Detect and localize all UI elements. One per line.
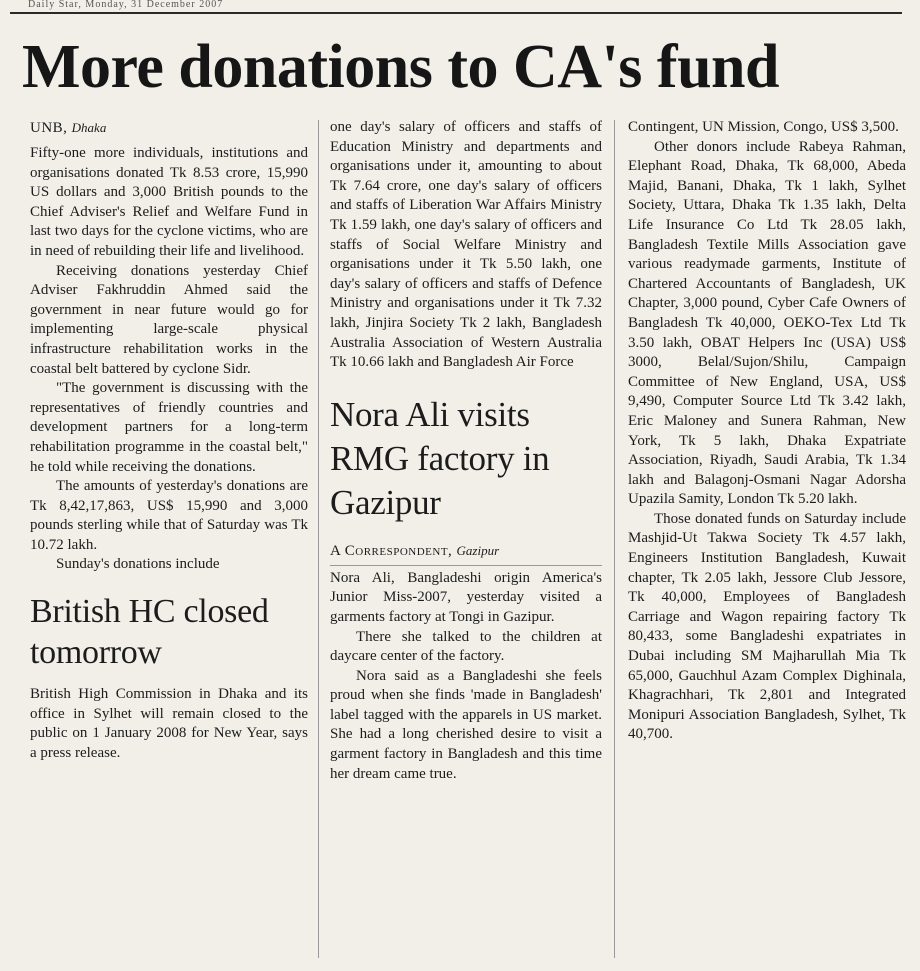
- british-hc-body: British High Commission in Dhaka and its office in Sylhet will remain closed to the public on 1 January 2008 for New Year, says a press release.: [30, 686, 308, 761]
- column-3: [628, 118, 906, 745]
- nora-ali-headline: Nora Ali visits RMG factory in Gazipur: [330, 394, 550, 522]
- british-hc-headline: British HC closed tomorrow: [30, 593, 269, 672]
- byline-place: Dhaka: [71, 120, 107, 135]
- column-2: [330, 118, 602, 784]
- page-top-fragment: Daily Star, Monday, 31 December 2007: [28, 0, 224, 10]
- main-headline: More donations to CA's fund: [22, 33, 780, 101]
- main-paragraph-1: Fifty-one more individuals, institutions and organisations donated Tk 8.53 crore, 15,990 US dollars and 3,000 British pounds to the Chief Adviser's Relief and Welfare Fund in last two days for the cyclone victims, who are in need of rebuilding their life and livelihood.: [30, 145, 308, 259]
- nora-paragraph-2: There she talked to the children at daycare center of the factory.: [330, 628, 602, 665]
- main-paragraph-4: The amounts of yesterday's donations are Tk 8,42,17,863, US$ 15,990 and 3,000 pounds sterling while that of Saturday was Tk 10.72 lakh.: [30, 478, 308, 553]
- nora-byline-place: Gazipur: [456, 542, 500, 558]
- main-paragraph-3: "The government is discussing with the representatives of friendly countries and development partners for a long-term rehabilitation programme in the coastal belt," he told while receiving the donations.: [30, 380, 308, 475]
- main-paragraph-contingent: Contingent, UN Mission, Congo, US$ 3,500.: [628, 119, 899, 135]
- column-divider-1: [318, 120, 319, 958]
- nora-byline: A Correspondent, Gazipur: [330, 542, 500, 559]
- nora-paragraph-3: Nora said as a Bangladeshi she feels proud when she finds 'made in Bangladesh' label tagged with the apparels in US market. She had a long cherished desire to visit a garment factory in Bangladesh and this time her dream came true.: [330, 667, 602, 782]
- main-byline: UNB, Dhaka: [30, 120, 107, 136]
- byline-agency: UNB: [30, 120, 64, 136]
- top-rule: [10, 12, 902, 14]
- nora-paragraph-1: Nora Ali, Bangladeshi origin America's Junior Miss-2007, yesterday visited a garments factory at Tongi in Gazipur.: [330, 569, 602, 625]
- column-divider-2: [614, 120, 615, 958]
- main-paragraph-2: Receiving donations yesterday Chief Adviser Fakhruddin Ahmed said the government in near future would go for implementing large-scale physical infrastructure rehabilitation works in the coastal belt battered by cyclone Sidr.: [30, 262, 308, 377]
- main-paragraph-saturday: Those donated funds on Saturday include Mashjid-Ut Takwa Society Tk 4.57 lakh, Engineers Institution Bangladesh, Kuwait chapter, Tk 2.05 lakh, Jessore Club Jessore, Tk 40,000, Employees of Bangladesh Carriage and Wagon repairing factory Tk 80,433, some Bangladeshi expatriates in Dubai including SM Majharullah Mia Tk 65,000, Gauchhul Azam Complex Dighinala, Khagrachhari, Tk 2,801 and Integrated Monipuri Association Bangladesh, Sylhet, Tk 40,700.: [628, 510, 906, 743]
- main-paragraph-other-donors: Other donors include Rabeya Rahman, Elephant Road, Dhaka, Tk 68,000, Abeda Majid, Banani, Dhaka, Tk 1 lakh, Sylhet Society, Uttara, Dhaka Tk 1.35 lakh, Delta Life Insurance Co Ltd Tk 28.05 lakh, Bangladesh Textile Mills Association gave various readymade garments, Institute of Chartered Accountants of Bangladesh, UK Chapter, 3,000 pound, Cyber Cafe Owners of Bangladesh Tk 40,000, OEKO-Tex Ltd Tk 3.50 lakh, OBAT Helpers Inc (USA) US$ 3000, Belal/Sujon/Shilu, Campaign Committee of New England, USA, US$ 9,490, Computer Source Ltd Tk 3.42 lakh, Eric Maloney and Sunera Rahman, New York, Tk 5 lakh, Dhaka Expatriate Association, Riyadh, Saudi Arabia, Tk 1.34 lakh and Balagonj-Osmani Nagar Adorsha Upazila Samity, London Tk 5.20 lakh.: [628, 138, 906, 508]
- main-continued-paragraph: one day's salary of officers and staffs of Education Ministry and departments and organisations under it, amounting to about Tk 7.64 crore, one day's salary of officers and staffs of Liberation War Affairs Ministry Tk 1.59 lakh, one day's salary of officers and staffs of Social Welfare Ministry and organisations under it Tk 5.50 lakh, one day's salary of officers and staffs of Defence Ministry and organisations under it Tk 7.32 lakh, Jinjira Society Tk 2 lakh, Bangladesh Australia Association of Western Australia Tk 10.66 lakh and Bangladesh Air Force: [330, 119, 602, 371]
- column-1: [30, 118, 308, 763]
- main-paragraph-5: Sunday's donations include: [56, 556, 220, 573]
- nora-byline-rule: [330, 565, 602, 566]
- nora-byline-author: A Correspondent: [330, 542, 449, 559]
